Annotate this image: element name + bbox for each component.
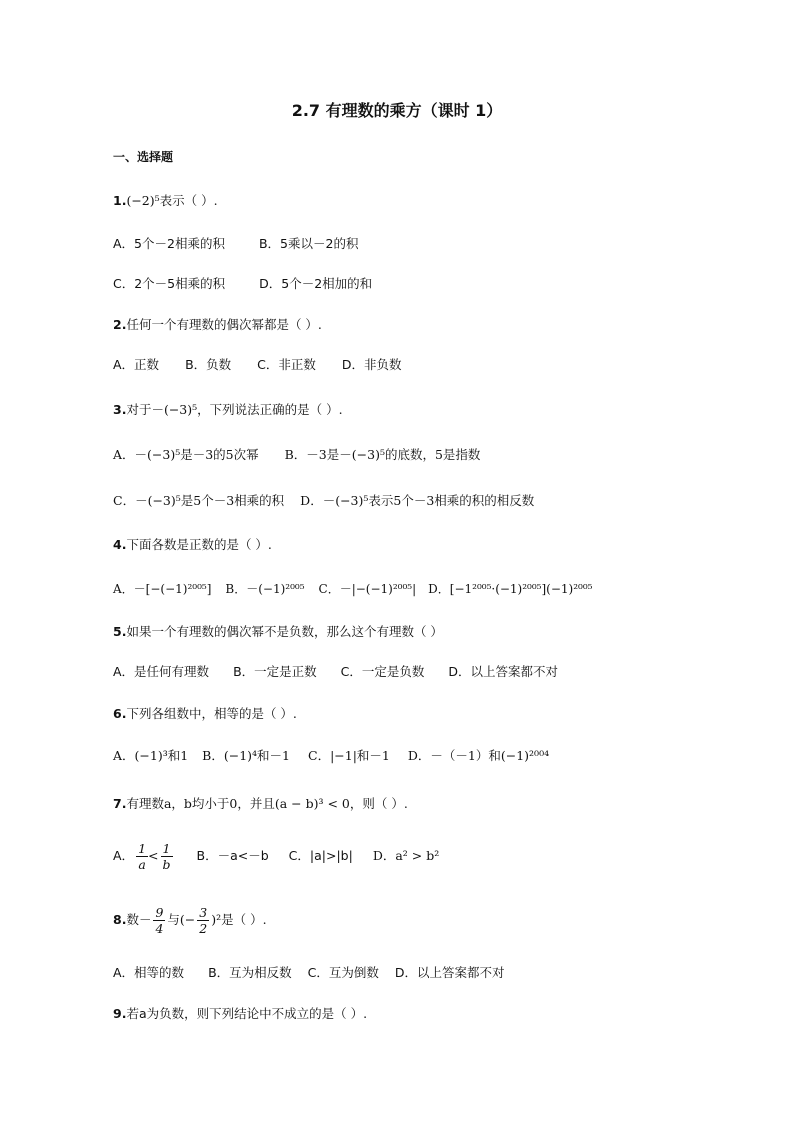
option-b: B．5乘以－2的积 xyxy=(258,236,359,251)
option-c: C．－(−3)⁵是5个－3相乘的积 xyxy=(113,493,285,508)
option-a: A．－(−3)⁵是－3的5次幂 xyxy=(113,447,259,462)
numerator: 1 xyxy=(161,841,173,857)
question-8 xyxy=(113,902,267,938)
option-a: A．是任何有理数 xyxy=(113,664,210,679)
option-c: C．一定是负数 xyxy=(340,664,425,679)
options-6 xyxy=(113,747,549,765)
options-1b xyxy=(113,275,372,293)
question-1 xyxy=(113,192,218,210)
option-d: D．非负数 xyxy=(341,357,402,372)
section-heading: 一、选择题 xyxy=(113,150,174,164)
question-number: 9. xyxy=(113,1006,127,1021)
option-a: A．(−1)³和1 xyxy=(113,748,189,763)
option-b: B．(−1)⁴和－1 xyxy=(202,748,291,763)
fraction-9-over-4 xyxy=(153,905,165,936)
fraction-1-over-b xyxy=(161,841,173,872)
less-than-sign: < xyxy=(148,848,159,863)
question-number: 2. xyxy=(113,317,127,332)
option-c: C．2个－5相乘的积 xyxy=(113,276,226,291)
option-a: A．5个－2相乘的积 xyxy=(113,236,225,251)
option-d: D．[−1²⁰⁰⁵·(−1)²⁰⁰⁵](−1)²⁰⁰⁵ xyxy=(428,582,593,596)
options-3a xyxy=(113,446,480,464)
option-b: B．互为相反数 xyxy=(208,965,292,980)
stem-text: 数－ xyxy=(126,912,152,927)
question-stem: 如果一个有理数的偶次幂不是负数，那么这个有理数（ ） xyxy=(126,624,443,639)
question-6 xyxy=(113,705,297,723)
question-stem: 任何一个有理数的偶次幂都是（ ）. xyxy=(126,317,322,332)
option-b: B．一定是正数 xyxy=(233,664,317,679)
question-number: 4. xyxy=(113,537,127,552)
option-b: B．－(−1)²⁰⁰⁵ xyxy=(225,582,305,596)
page-title: 2.7 有理数的乘方（课时 1） xyxy=(291,101,503,120)
option-b: B．负数 xyxy=(185,357,232,372)
option-c: C．－|−(−1)²⁰⁰⁵| xyxy=(318,582,417,596)
option-c: C．|a|>|b| xyxy=(288,848,353,863)
question-number: 7. xyxy=(113,796,127,811)
denominator: b xyxy=(162,857,171,872)
question-3 xyxy=(113,401,343,419)
options-4 xyxy=(113,580,592,598)
option-b: B．－3是－(−3)⁵的底数，5是指数 xyxy=(284,447,481,462)
options-2 xyxy=(113,356,402,374)
denominator: a xyxy=(138,857,146,872)
question-5 xyxy=(113,623,443,641)
question-4 xyxy=(113,536,272,554)
question-number: 8. xyxy=(113,912,127,927)
numerator: 1 xyxy=(138,841,147,856)
question-stem: 有理数a，b均小于0，并且(a − b)³ < 0，则（ ）. xyxy=(126,796,408,811)
question-stem: 若a为负数，则下列结论中不成立的是（ ）. xyxy=(126,1006,368,1021)
option-d: D．以上答案都不对 xyxy=(448,664,559,679)
question-number: 1. xyxy=(113,193,127,208)
question-number: 6. xyxy=(113,706,127,721)
options-7 xyxy=(113,838,439,874)
option-d: D．以上答案都不对 xyxy=(394,965,505,980)
option-a: A．正数 xyxy=(113,357,160,372)
option-b: B．－a<－b xyxy=(196,848,269,863)
question-number: 3. xyxy=(113,402,127,417)
option-c: C．|−1|和－1 xyxy=(308,748,390,763)
question-stem: 下列各组数中，相等的是（ ）. xyxy=(126,706,297,721)
question-9 xyxy=(113,1005,367,1023)
fraction-1-over-a xyxy=(136,841,148,872)
option-a-label: A． xyxy=(113,848,135,863)
numerator: 3 xyxy=(199,905,208,920)
option-d: D．a² > b² xyxy=(372,848,440,863)
options-5 xyxy=(113,663,558,681)
option-d: D．－（－1）和(−1)²⁰⁰⁴ xyxy=(407,748,550,763)
option-d: D．－(−3)⁵表示5个－3相乘的积的相反数 xyxy=(300,493,535,508)
option-c: C．非正数 xyxy=(257,357,316,372)
denominator: 2 xyxy=(199,921,208,936)
stem-text: 与(− xyxy=(167,912,196,927)
denominator: 4 xyxy=(155,921,164,936)
stem-text: )²是（ ）. xyxy=(211,912,267,927)
question-stem: (−2)⁵表示（ ）. xyxy=(126,193,218,208)
options-3b xyxy=(113,492,534,510)
question-7 xyxy=(113,795,408,813)
options-8 xyxy=(113,964,505,982)
option-d: D．5个－2相加的和 xyxy=(259,276,373,291)
option-c: C．互为倒数 xyxy=(307,965,379,980)
question-number: 5. xyxy=(113,624,127,639)
question-stem: 对于－(−3)⁵，下列说法正确的是（ ）. xyxy=(126,402,343,417)
fraction-3-over-2 xyxy=(197,905,209,936)
options-1a xyxy=(113,235,358,253)
option-a: A．相等的数 xyxy=(113,965,185,980)
question-stem: 下面各数是正数的是（ ）. xyxy=(126,537,272,552)
option-a: A．－[−(−1)²⁰⁰⁵] xyxy=(113,582,212,596)
question-2 xyxy=(113,316,322,334)
numerator: 9 xyxy=(155,905,164,920)
